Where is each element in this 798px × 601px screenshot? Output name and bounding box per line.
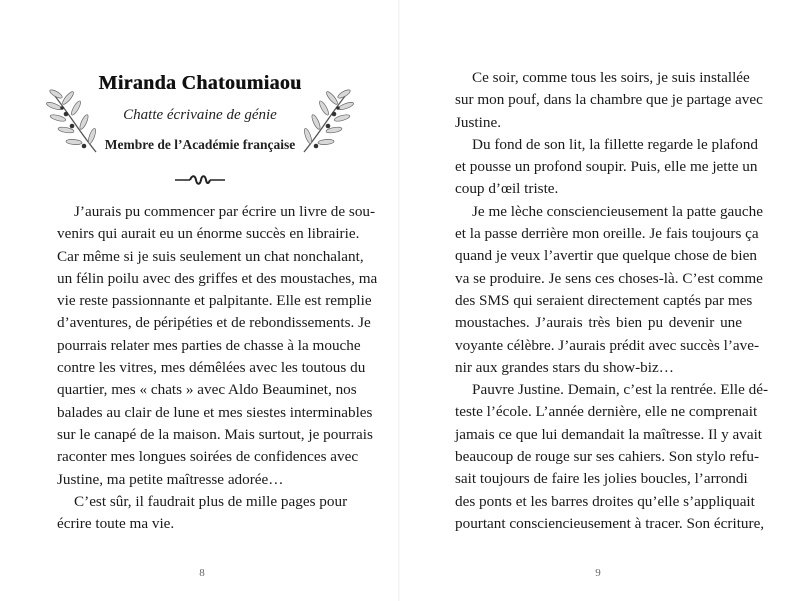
text-line: quartier, mes « chats » avec Aldo Beauminet, nos xyxy=(57,381,357,399)
text-line: moustaches. J’aurais très bien pu devenir une xyxy=(455,314,742,332)
paragraph xyxy=(57,491,348,536)
text-line: Justine. xyxy=(455,113,501,131)
text-line: Pauvre Justine. Demain, c’est la rentrée. Elle dé- xyxy=(472,381,769,399)
author-header xyxy=(40,66,360,196)
text-line: sait toujours de faire les jolies boucles, l’arrondi xyxy=(455,470,748,488)
text-line: nir aux grandes stars du show-biz… xyxy=(455,358,674,376)
text-line: jamais ce que lui demandait la maîtresse. Il y avait xyxy=(455,425,763,443)
text-line: quand je veux l’avertir que quelque chose de bien xyxy=(455,247,757,265)
text-line: sur mon pouf, dans la chambre que je partage avec xyxy=(455,91,763,109)
text-line: Ce soir, comme tous les soirs, je suis installée xyxy=(472,69,750,86)
paragraph xyxy=(455,67,763,134)
text-line: C’est sûr, il faudrait plus de mille pages pour xyxy=(74,492,348,510)
right-page-body xyxy=(455,67,769,535)
text-line: balades au clair de lune et mes siestes interminables xyxy=(57,403,373,421)
flourish-ornament-icon xyxy=(174,173,226,187)
author-subtitle: Chatte écrivaine de génie xyxy=(123,107,277,123)
text-line: J’aurais pu commencer par écrire un livre de sou- xyxy=(74,203,376,220)
text-line: Je me lèche consciencieusement la patte gauche xyxy=(472,202,763,220)
text-line: venirs qui aurait eu un énorme succès en librairie. xyxy=(57,225,360,243)
text-line: teste l’école. L’année dernière, elle ne comprenait xyxy=(455,403,758,421)
text-line: des ponts et les barres droites qu’elle s’appliquait xyxy=(455,492,755,510)
text-line: voyante célèbre. J’aurais prédit avec succès l’ave- xyxy=(455,336,760,354)
text-line: vie reste passionnante et palpitante. Elle est remplie xyxy=(57,292,372,310)
text-line: écrire toute ma vie. xyxy=(57,515,175,533)
text-line: et la passe derrière mon oreille. Je fais toujours ça xyxy=(455,225,759,243)
text-line: des SMS qui seraient directement captés par mes xyxy=(455,291,753,309)
text-line: Justine, ma petite maîtresse adorée… xyxy=(57,470,284,488)
paragraph xyxy=(455,379,769,535)
text-line: coup d’œil triste. xyxy=(455,180,559,198)
left-page-body xyxy=(57,201,378,535)
text-line: sur le canapé de la maison. Mais surtout, je pourrais xyxy=(57,425,373,443)
text-line: contre les vitres, mes démêlées avec les toutous du xyxy=(57,359,366,377)
text-line: et pousse un profond soupir. Puis, elle me jette un xyxy=(455,158,758,176)
text-line: va se produire. Je sens ces choses-là. C’est comme xyxy=(455,269,763,287)
author-name: Miranda Chatoumiaou xyxy=(98,72,302,94)
paragraph xyxy=(57,201,378,491)
page-number: 8 xyxy=(199,567,205,579)
page-number: 9 xyxy=(595,567,601,579)
text-line: Car même si je suis seulement un chat nonchalant, xyxy=(57,247,364,265)
paragraph xyxy=(455,201,763,379)
text-line: beaucoup de rouge sur ses cahiers. Son stylo refu- xyxy=(455,448,760,466)
text-line: pourrais relater mes parties de chasse à la mouche xyxy=(57,336,361,354)
right-page xyxy=(399,0,798,601)
author-membership: Membre de l’Académie française xyxy=(104,137,296,152)
paragraph xyxy=(455,134,758,201)
text-line: Du fond de son lit, la fillette regarde le plafond xyxy=(472,135,758,153)
text-line: raconter mes longues soirées de confidences avec xyxy=(57,448,359,466)
text-line: d’aventures, de péripéties et de rebondissements. Je xyxy=(57,314,371,332)
text-line: un félin poilu avec des griffes et des moustaches, ma xyxy=(57,269,378,287)
text-line: pourtant consciencieusement à tracer. Son écriture, xyxy=(455,514,765,532)
